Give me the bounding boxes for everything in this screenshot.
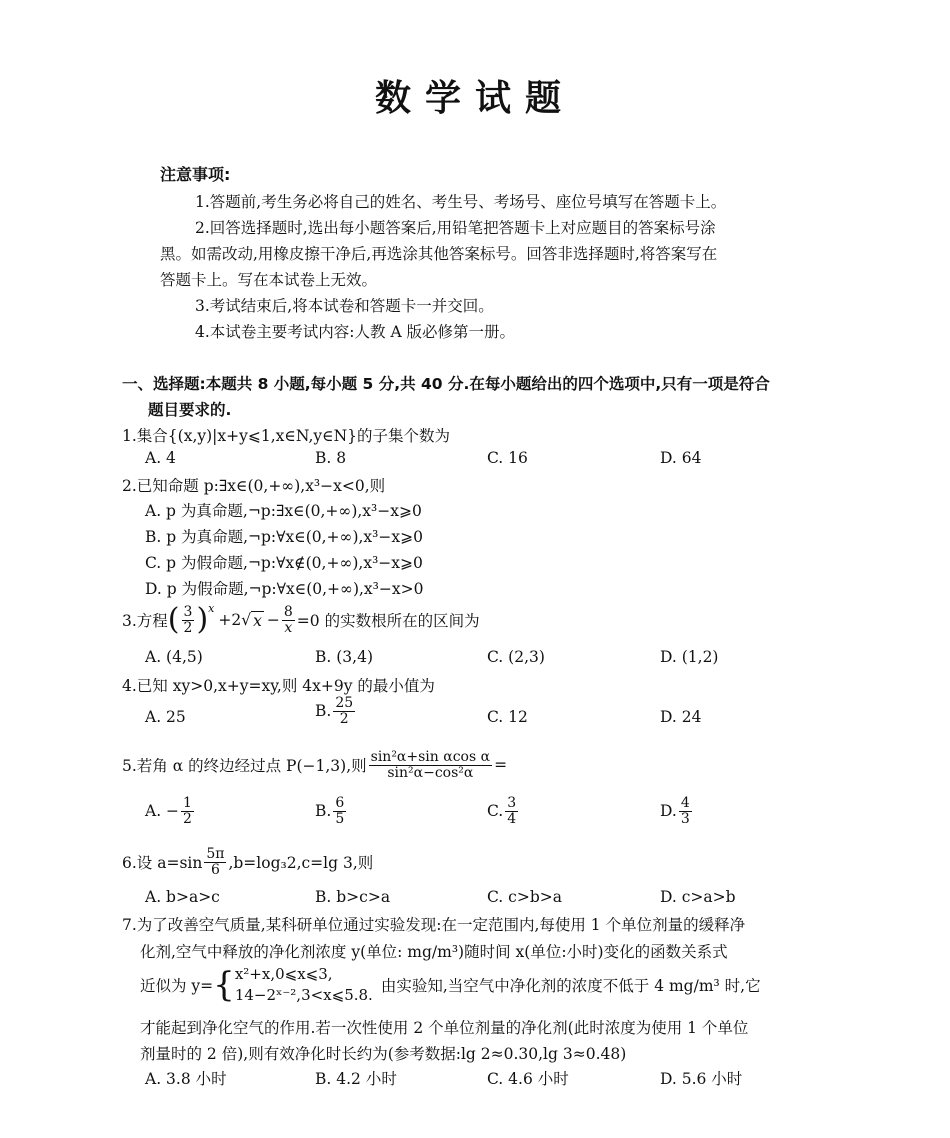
section-heading-line-2: 题目要求的. <box>148 401 232 419</box>
q5-a-fraction <box>181 796 194 826</box>
q7-line-1: 7.为了改善空气质量,某科研单位通过实验发现:在一定范围内,每使用 1 个单位剂量的缓释净 <box>122 916 746 934</box>
q1-option-a: A. 4 <box>145 449 176 467</box>
q4-option-c: C. 12 <box>487 708 528 726</box>
q7-piecewise <box>235 964 373 1006</box>
q6-stem <box>122 842 373 882</box>
q3-frac2-num: 8 <box>283 603 293 620</box>
q3-suffix: =0 的实数根所在的区间为 <box>296 612 480 630</box>
q2-option-d: D. p 为假命题,¬p:∀x∈(0,+∞),x³−x>0 <box>145 580 424 598</box>
q6-suffix: ,b=log₃2,c=lg 3,则 <box>228 854 374 872</box>
q3-option-d: D. (1,2) <box>660 648 719 666</box>
q5-b-num: 6 <box>335 795 345 811</box>
q7-line-4: 才能起到净化空气的作用.若一次性使用 2 个单位剂量的净化剂(此时浓度为使用 1 个单位 <box>140 1019 749 1037</box>
q5-d-fraction <box>679 796 692 826</box>
q5-option-c <box>487 796 520 826</box>
q7-line-3-prefix: 近似为 y= <box>140 977 214 995</box>
q5-a-prefix: A. − <box>145 802 180 821</box>
q2-option-c: C. p 为假命题,¬p:∀x∉(0,+∞),x³−x⩾0 <box>145 554 423 572</box>
q7-line-3-suffix: 由实验知,当空气中净化剂的浓度不低于 4 mg/m³ 时,它 <box>380 977 761 995</box>
q3-mid: +2 <box>218 611 242 629</box>
q6-den: 6 <box>210 861 220 878</box>
q5-a-den: 2 <box>183 810 192 827</box>
q1-option-d: D. 64 <box>660 449 702 467</box>
q7-line-2: 化剂,空气中释放的净化剂浓度 y(单位: mg/m³)随时间 x(单位:小时)变化的函数关系式 <box>140 943 728 961</box>
q7-option-d: D. 5.6 小时 <box>660 1070 743 1088</box>
q6-num: 5π <box>206 845 225 862</box>
q7-option-a: A. 3.8 小时 <box>145 1070 227 1088</box>
q5-c-num: 3 <box>507 795 517 811</box>
q7-option-c: C. 4.6 小时 <box>487 1070 569 1088</box>
q1-stem: 1.集合{(x,y)|x+y⩽1,x∈N,y∈N}的子集个数为 <box>122 427 451 445</box>
q5-den: sin²α−cos²α <box>387 764 474 781</box>
page-title: 数学试题 <box>374 78 575 119</box>
q7-brace: { <box>213 965 235 1005</box>
q4-stem: 4.已知 xy>0,x+y=xy,则 4x+9y 的最小值为 <box>122 677 435 695</box>
q5-prefix: 5.若角 α 的终边经过点 P(−1,3),则 <box>122 757 367 775</box>
notice-item-2-line-1: 2.回答选择题时,选出每小题答案后,用铅笔把答题卡上对应题目的答案标号涂 <box>195 219 716 237</box>
q3-paren-close: ) <box>196 602 209 637</box>
q3-exponent: x <box>208 601 215 615</box>
q3-sqrt-sign: √ <box>241 611 252 629</box>
q4-b-den: 2 <box>339 710 349 727</box>
q6-option-d: D. c>a>b <box>660 888 736 906</box>
q3-prefix: 3.方程 <box>122 612 168 630</box>
q5-option-a <box>145 796 196 826</box>
q3-fraction <box>182 605 195 635</box>
q3-fraction-2 <box>282 605 295 635</box>
notice-item-1: 1.答题前,考生务必将自己的姓名、考生号、考场号、座位号填写在答题卡上。 <box>195 193 727 211</box>
q5-suffix: = <box>494 756 508 774</box>
q4-option-b <box>315 696 357 726</box>
q1-option-c: C. 16 <box>487 449 528 467</box>
q5-d-num: 4 <box>680 795 690 811</box>
q7-option-b: B. 4.2 小时 <box>315 1070 397 1088</box>
q7-line-5: 剂量时的 2 倍),则有效净化时长约为(参考数据:lg 2≈0.30,lg 3≈0.48) <box>140 1045 627 1063</box>
q5-c-fraction <box>505 796 518 826</box>
q5-num: sin²α+sin αcos α <box>370 748 491 765</box>
q5-b-den: 5 <box>335 810 345 827</box>
q3-option-b: B. (3,4) <box>315 648 373 666</box>
notice-heading: 注意事项: <box>160 165 231 184</box>
q4-b-num: 25 <box>335 695 354 711</box>
q3-minus: − <box>266 611 280 629</box>
q5-b-prefix: B. <box>315 802 332 821</box>
q2-option-b: B. p 为真命题,¬p:∀x∈(0,+∞),x³−x⩾0 <box>145 528 423 546</box>
q5-b-fraction <box>333 796 346 826</box>
q5-option-d <box>660 796 694 826</box>
q4-option-b-prefix: B. <box>315 702 332 721</box>
q5-c-prefix: C. <box>487 802 504 821</box>
q3-stem <box>122 598 480 642</box>
notice-item-2-line-3: 答题卡上。写在本试卷上无效。 <box>160 271 378 289</box>
q4-option-b-fraction <box>333 696 355 726</box>
q5-fraction <box>369 750 492 780</box>
notice-item-4: 4.本试卷主要考试内容:人教 A 版必修第一册。 <box>195 323 516 341</box>
q3-option-c: C. (2,3) <box>487 648 545 666</box>
q1-option-b: B. 8 <box>315 449 347 467</box>
q5-d-den: 3 <box>680 810 690 827</box>
q2-option-a: A. p 为真命题,¬p:∃x∈(0,+∞),x³−x⩾0 <box>145 502 422 520</box>
q6-option-a: A. b>a>c <box>145 888 220 906</box>
q6-prefix: 6.设 a=sin <box>122 854 203 872</box>
q3-option-a: A. (4,5) <box>145 648 203 666</box>
q5-a-num: 1 <box>183 795 192 811</box>
q7-line-3 <box>140 962 761 1008</box>
q4-option-a: A. 25 <box>145 708 186 726</box>
q5-c-den: 4 <box>507 810 517 827</box>
q2-stem: 2.已知命题 p:∃x∈(0,+∞),x³−x<0,则 <box>122 477 386 495</box>
q6-option-c: C. c>b>a <box>487 888 562 906</box>
q3-frac-num: 3 <box>183 603 193 620</box>
q3-frac-den: 2 <box>183 619 193 636</box>
q3-sqrt-arg: x <box>253 611 262 630</box>
notice-item-2-line-2: 黑。如需改动,用橡皮擦干净后,再选涂其他答案标号。回答非选择题时,将答案写在 <box>160 245 718 263</box>
q3-paren-open: ( <box>167 602 180 637</box>
q7-case-1: x²+x,0⩽x⩽3, <box>234 965 333 983</box>
q6-option-b: B. b>c>a <box>315 888 391 906</box>
q5-stem <box>122 744 507 786</box>
notice-item-3: 3.考试结束后,将本试卷和答题卡一并交回。 <box>195 297 494 315</box>
q3-frac2-den: x <box>284 619 293 636</box>
q7-case-2: 14−2ˣ⁻²,3<x⩽5.8. <box>234 986 373 1004</box>
section-heading-line-1: 一、选择题:本题共 8 小题,每小题 5 分,共 40 分.在每小题给出的四个选项中,只有一项是符合 <box>122 375 770 393</box>
q5-d-prefix: D. <box>660 802 677 821</box>
q5-option-b <box>315 796 348 826</box>
q6-fraction <box>204 847 226 877</box>
q4-option-d: D. 24 <box>660 708 702 726</box>
